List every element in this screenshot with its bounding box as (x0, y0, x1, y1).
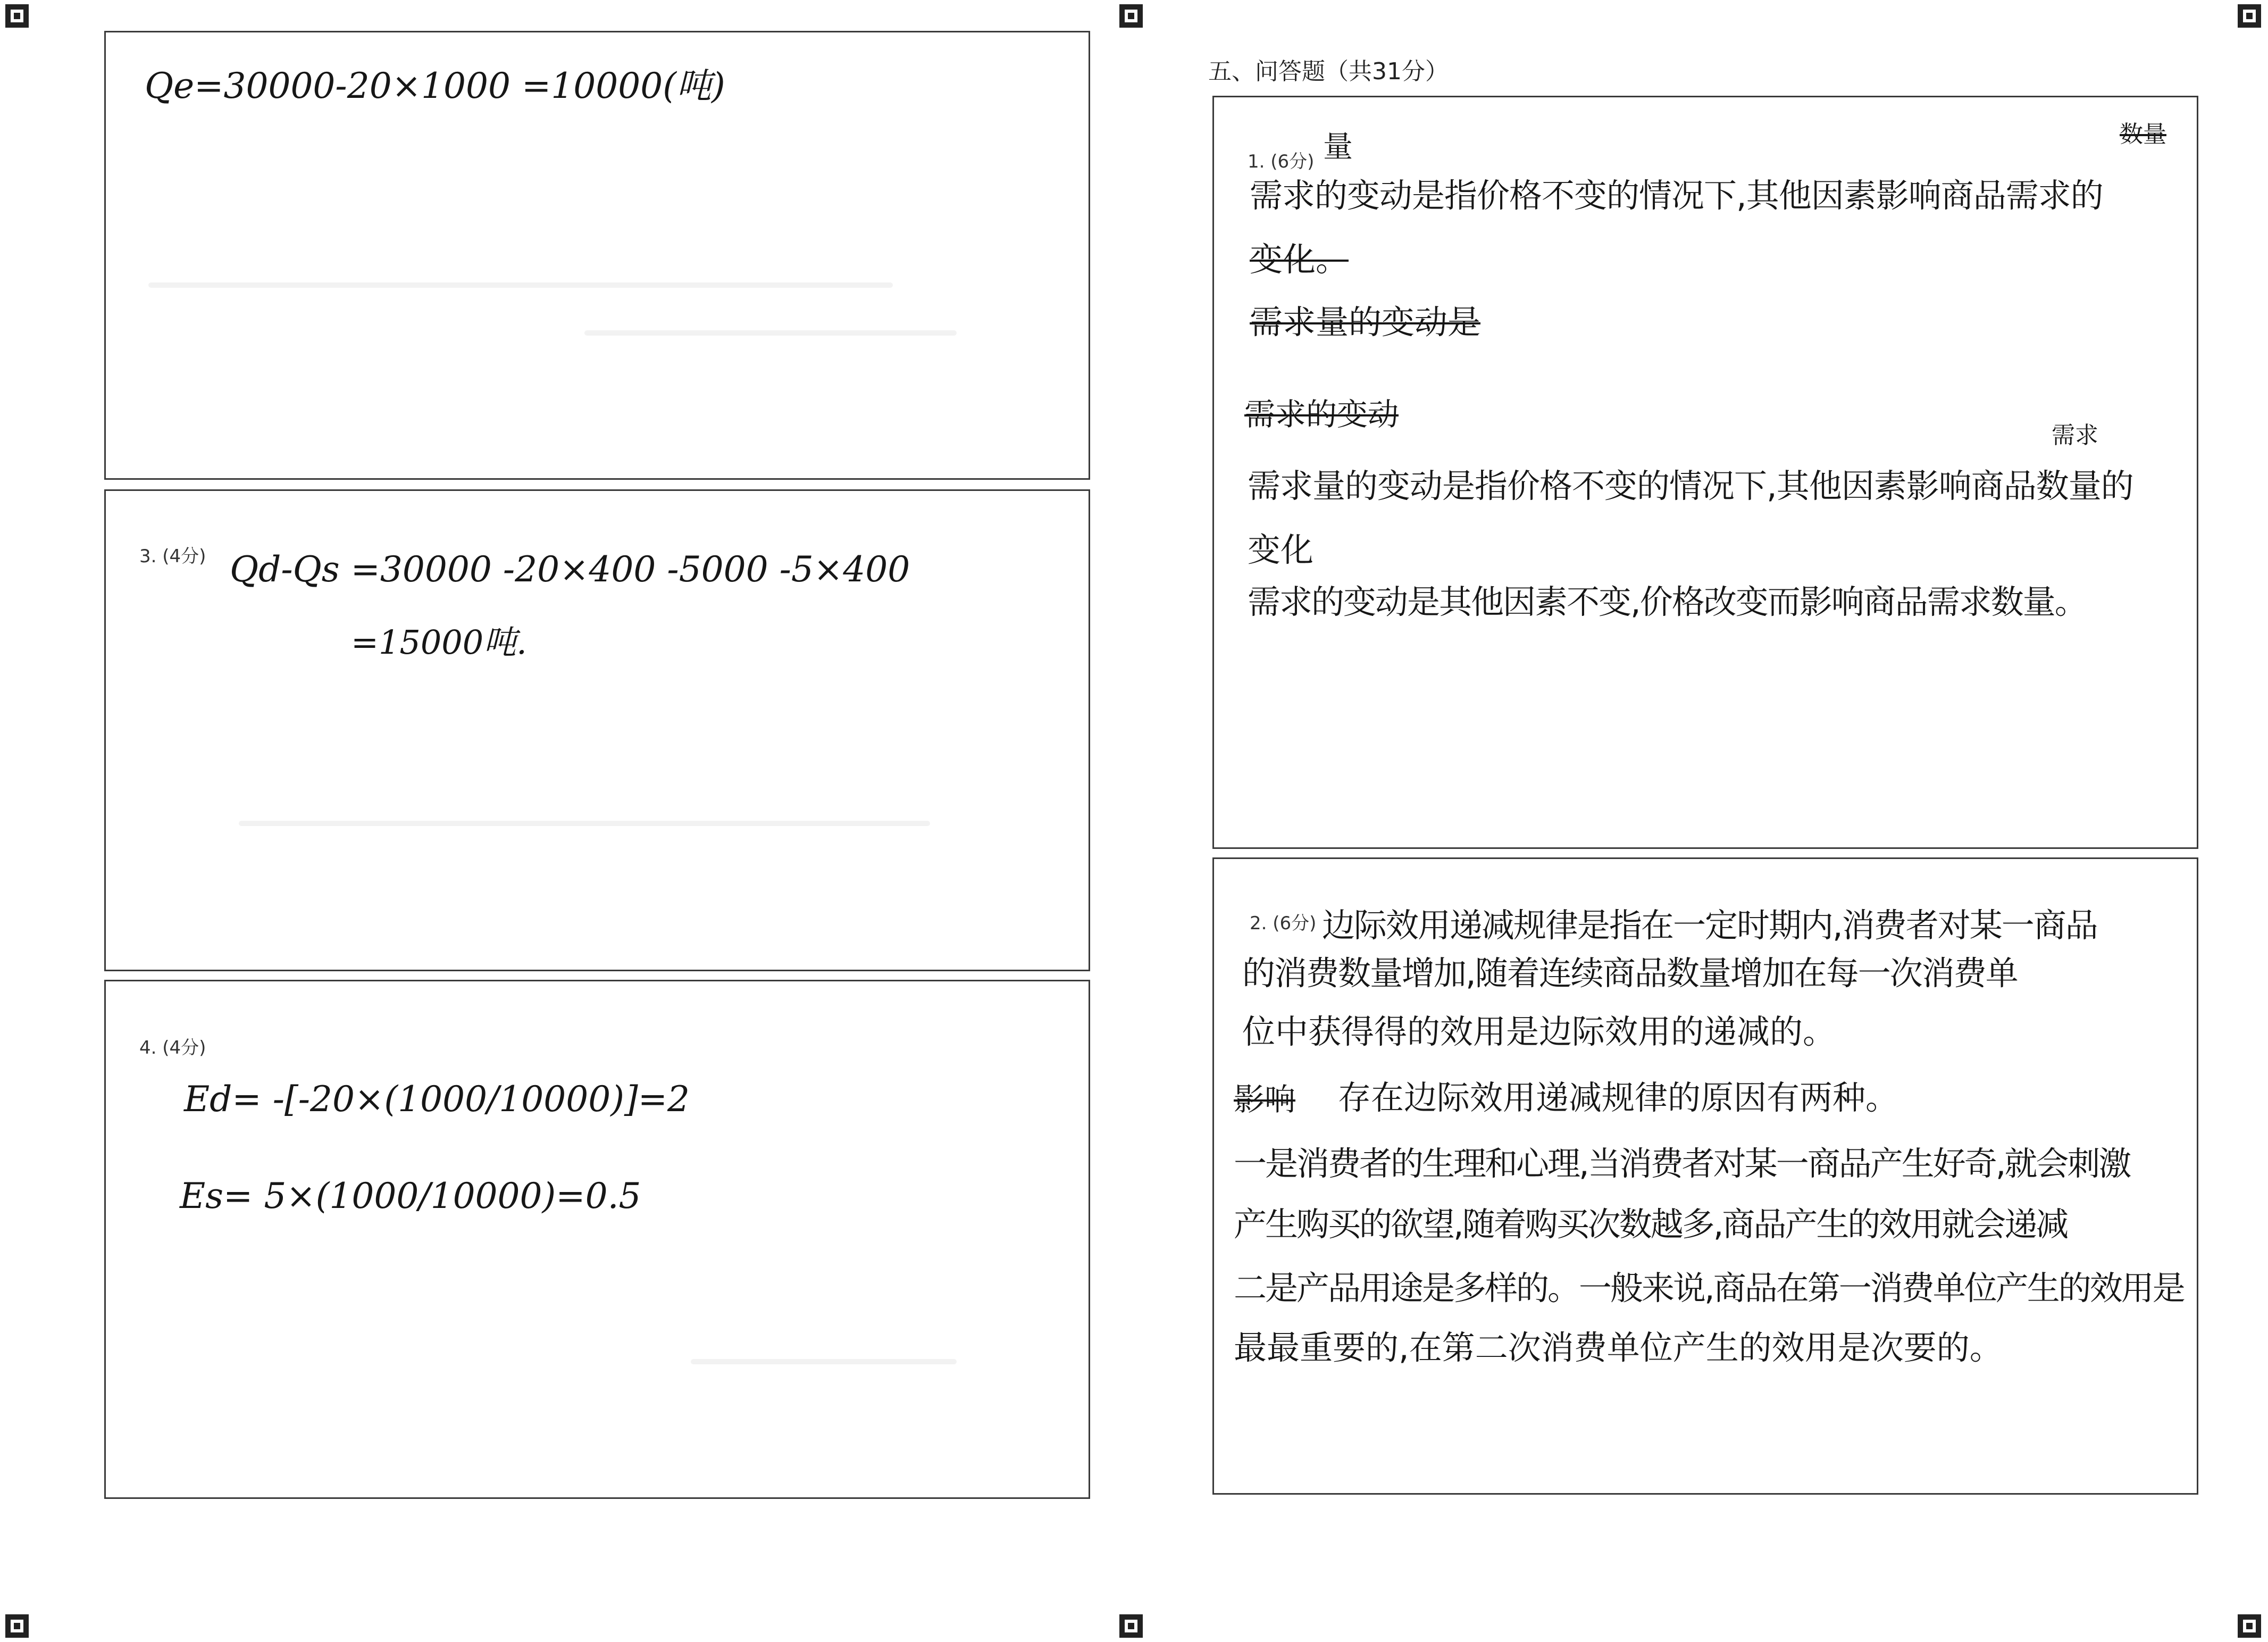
essay-q2-line2: 的消费数量增加,随着连续商品数量增加在每一次消费单 (1242, 954, 2018, 993)
essay-q2-struck: 影响 (1234, 1081, 1296, 1118)
answer-box-q4 (104, 980, 1090, 1499)
corner-marker-bottom-right (2238, 1614, 2261, 1638)
essay-q1-line3: 需求量的变动是指价格不变的情况下,其他因素影响商品数量的 (1248, 466, 2133, 505)
essay-q1-line5: 需求的变动是其他因素不变,价格改变而影响商品需求数量。 (1248, 582, 2087, 621)
question-label-essay-q1: 1. (6分) (1248, 151, 1315, 172)
essay-q2-line5: 一是消费者的生理和心理,当消费者对某一商品产生好奇,就会刺激 (1234, 1144, 2130, 1183)
essay-q2-line4: 存在边际效用递减规律的原因有两种。 (1338, 1078, 1899, 1117)
answer-q4-line2: Es= 5×(1000/10000)=0.5 (180, 1176, 641, 1216)
essay-q2-line3: 位中获得得的效用是边际效用的递减的。 (1242, 1012, 1836, 1051)
essay-q1-struck2: 需求的变动 (1244, 396, 1399, 432)
question-label-essay-q2: 2. (6分) (1250, 913, 1317, 934)
essay-q2-line8: 最最重要的,在第二次消费单位产生的效用是次要的。 (1234, 1328, 2003, 1367)
essay-q1-line2: 变化。 (1250, 240, 1349, 279)
corner-marker-bottom-center (1119, 1614, 1143, 1638)
corner-marker-top-right (2238, 4, 2261, 28)
essay-q1-struck1: 需求量的变动是 (1250, 303, 1481, 341)
answer-q4-line1: Ed= -[-20×(1000/10000)]=2 (184, 1079, 690, 1120)
answer-q2-line1: Qe=30000-20×1000 =10000(吨) (145, 65, 725, 106)
insertion-mark-mid: 需求 (2052, 422, 2098, 449)
corner-marker-top-left (5, 4, 29, 28)
corner-marker-bottom-left (5, 1614, 29, 1638)
essay-q2-line7: 二是产品用途是多样的。一般来说,商品在第一消费单位产生的效用是 (1234, 1269, 2184, 1307)
essay-q1-line4: 变化 (1248, 530, 1314, 569)
corner-marker-top-center (1119, 4, 1143, 28)
section-title: 五、问答题（共31分） (1208, 58, 1449, 85)
essay-q2-line6: 产生购买的欲望,随着购买次数越多,商品产生的效用就会递减 (1234, 1205, 2068, 1244)
insertion-mark-top: 量 (1323, 130, 1353, 164)
answer-q3-line1: Qd-Qs =30000 -20×400 -5000 -5×400 (230, 549, 910, 590)
question-label-q4: 4. (4分) (139, 1037, 206, 1058)
answer-q3-line2: =15000吨. (351, 623, 527, 662)
essay-q1-line1: 需求的变动是指价格不变的情况下,其他因素影响商品需求的 (1250, 176, 2103, 215)
insertion-mark-right: 数量 (2120, 121, 2166, 148)
question-label-q3: 3. (4分) (139, 546, 206, 567)
essay-q2-line1: 边际效用递减规律是指在一定时期内,消费者对某一商品 (1322, 906, 2097, 945)
